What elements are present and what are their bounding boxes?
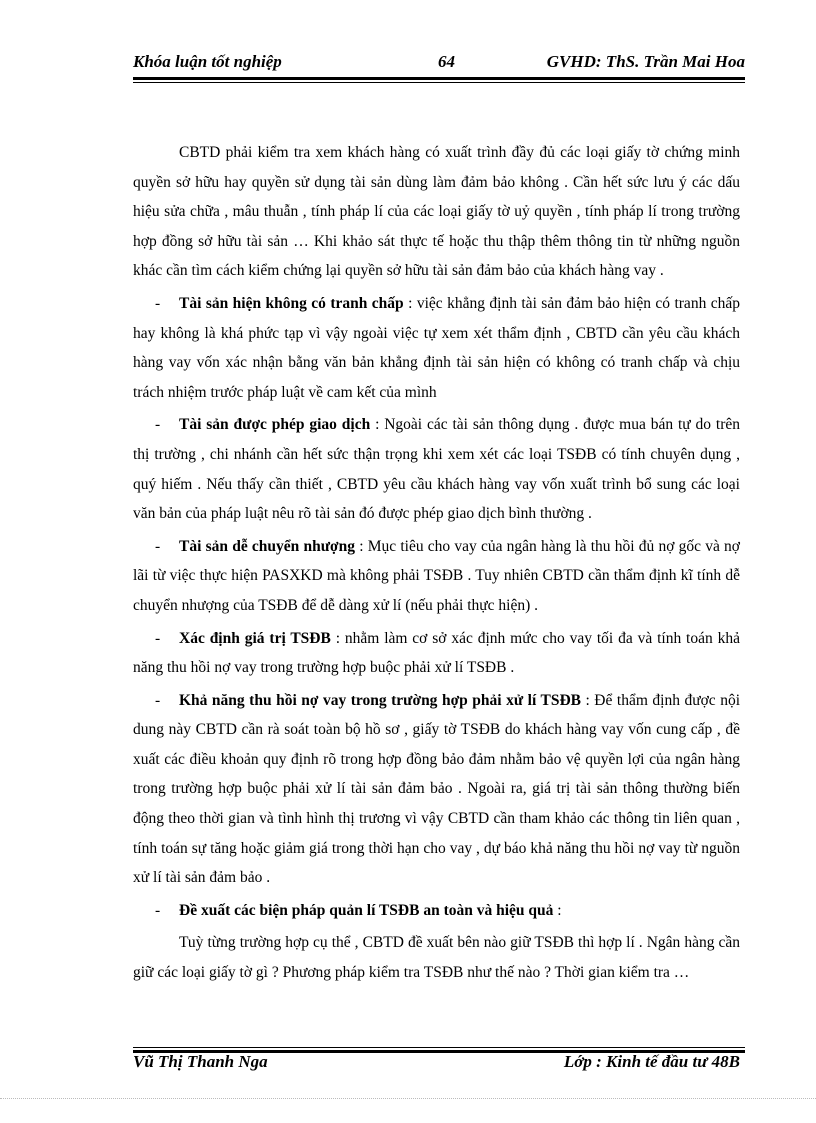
bullet-dash: - bbox=[155, 901, 161, 919]
list-item-text: : Để thẩm định được nội dung này CBTD cần rà soát toàn bộ hồ sơ , giấy tờ TSĐB do khách hàng vay vốn cung cấp , đề xuất các điều khoản quy định rõ trong hợp đồng bảo đảm nhằm bảo vệ quyền lợi của ngân hàng trong trường hợp buộc phải xử lí tài sản đảm bảo . Ngoài ra, giá trị tài sản thông thường biến động theo thời gian và tình hình thị trương vì vậy CBTD cần tham khảo các thông tin liên quan , tính toán sự tăng hoặc giảm giá trong thời hạn cho vay , dự báo khả năng thu hồi nợ vay từ nguồn xử lí tài sản đảm bảo . bbox=[133, 691, 740, 887]
header-page-number: 64 bbox=[438, 52, 455, 71]
bullet-dash: - bbox=[155, 294, 161, 312]
header-rule-thin bbox=[133, 82, 745, 83]
page-edge-divider bbox=[0, 1098, 816, 1099]
list-item-heading: Đề xuất các biện pháp quản lí TSĐB an toàn và hiệu quả bbox=[179, 901, 554, 919]
list-item-text: : việc khẳng định tài sản đảm bảo hiện có tranh chấp hay không là khá phức tạp vì vậy ngoài việc tự xem xét thẩm định , CBTD cần yêu cầu khách hàng vay vốn xác nhận bằng văn bản khẳng định tài sản hiện có không có tranh chấp và chịu trách nhiệm trước pháp luật về cam kết của mình bbox=[133, 294, 741, 401]
paragraph-closing: Tuỳ từng trường hợp cụ thể , CBTD đề xuất bên nào giữ TSĐB thì hợp lí . Ngân hàng cần giữ các loại giấy tờ gì ? Phương pháp kiểm tra TSĐB như thế nào ? Thời gian kiểm tra … bbox=[133, 934, 740, 982]
footer-author: Vũ Thị Thanh Nga bbox=[133, 1052, 268, 1071]
bullet-dash: - bbox=[155, 537, 161, 555]
footer-class: Lớp : Kinh tế đầu tư 48B bbox=[563, 1052, 740, 1071]
footer-rule-thin bbox=[133, 1047, 745, 1048]
list-item bbox=[133, 532, 740, 621]
paragraph-intro: CBTD phải kiểm tra xem khách hàng có xuất trình đầy đủ các loại giấy tờ chứng minh quyền sở hữu hay quyền sử dụng tài sản dùng làm đảm bảo không . Cần hết sức lưu ý các dấu hiệu sửa chữa , mâu thuẫn , tính pháp lí của các loại giấy tờ uỷ quyền , tính pháp lí trong trường hợp đồng sở hữu tài sản … Khi khảo sát thực tế hoặc thu thập thêm thông tin từ những nguồn khác cần tìm cách kiểm chứng lại quyền sở hữu tài sản đảm bảo của khách hàng vay . bbox=[133, 144, 740, 280]
list-item-heading: Khả năng thu hồi nợ vay trong trường hợp phải xử lí TSĐB bbox=[179, 691, 581, 709]
bullet-dash: - bbox=[155, 629, 161, 647]
header-rule-thick bbox=[133, 77, 745, 80]
list-item bbox=[133, 289, 740, 407]
list-item bbox=[133, 410, 740, 528]
list-item-heading: Tài sản được phép giao dịch bbox=[179, 416, 371, 434]
list-item-text: : Mục tiêu cho vay của ngân hàng là thu hồi đủ nợ gốc và nợ lãi từ việc thực hiện PASXKD mà không phải TSĐB . Tuy nhiên CBTD cần thẩm định kĩ tính dễ chuyển nhượng của TSĐB để dễ dàng xử lí (nếu phải thực hiện) . bbox=[133, 537, 740, 614]
page-footer bbox=[133, 1052, 745, 1076]
bullet-dash: - bbox=[155, 691, 161, 709]
list-item-heading: Xác định giá trị TSĐB bbox=[179, 629, 331, 647]
bullet-dash: - bbox=[155, 416, 161, 434]
body-text bbox=[133, 138, 740, 991]
list-item-text: : bbox=[553, 901, 562, 919]
list-item-heading: Tài sản hiện không có tranh chấp bbox=[179, 294, 404, 312]
list-item-text: : Ngoài các tài sản thông dụng . được mua bán tự do trên thị trường , chi nhánh cần hết sức thận trọng khi xem xét các loại TSĐB có tính chuyên dụng , quý hiếm . Nếu thấy cần thiết , CBTD yêu cầu khách hàng vay vốn xuất trình bổ sung các loại văn bản của pháp luật nêu rõ tài sản đó được phép giao dịch bình thường . bbox=[133, 416, 740, 523]
list-item-text: : nhằm làm cơ sở xác định mức cho vay tối đa và tính toán khả năng thu hồi nợ vay trong trường hợp buộc phải xử lí TSĐB . bbox=[133, 629, 740, 677]
list-item bbox=[133, 686, 740, 893]
page-header bbox=[133, 52, 745, 76]
list-item bbox=[133, 624, 740, 683]
header-supervisor: GVHD: ThS. Trần Mai Hoa bbox=[546, 52, 745, 71]
header-thesis-title: Khóa luận tốt nghiệp bbox=[133, 52, 282, 71]
list-item bbox=[133, 896, 740, 926]
list-item-heading: Tài sản dễ chuyển nhượng bbox=[179, 537, 355, 555]
